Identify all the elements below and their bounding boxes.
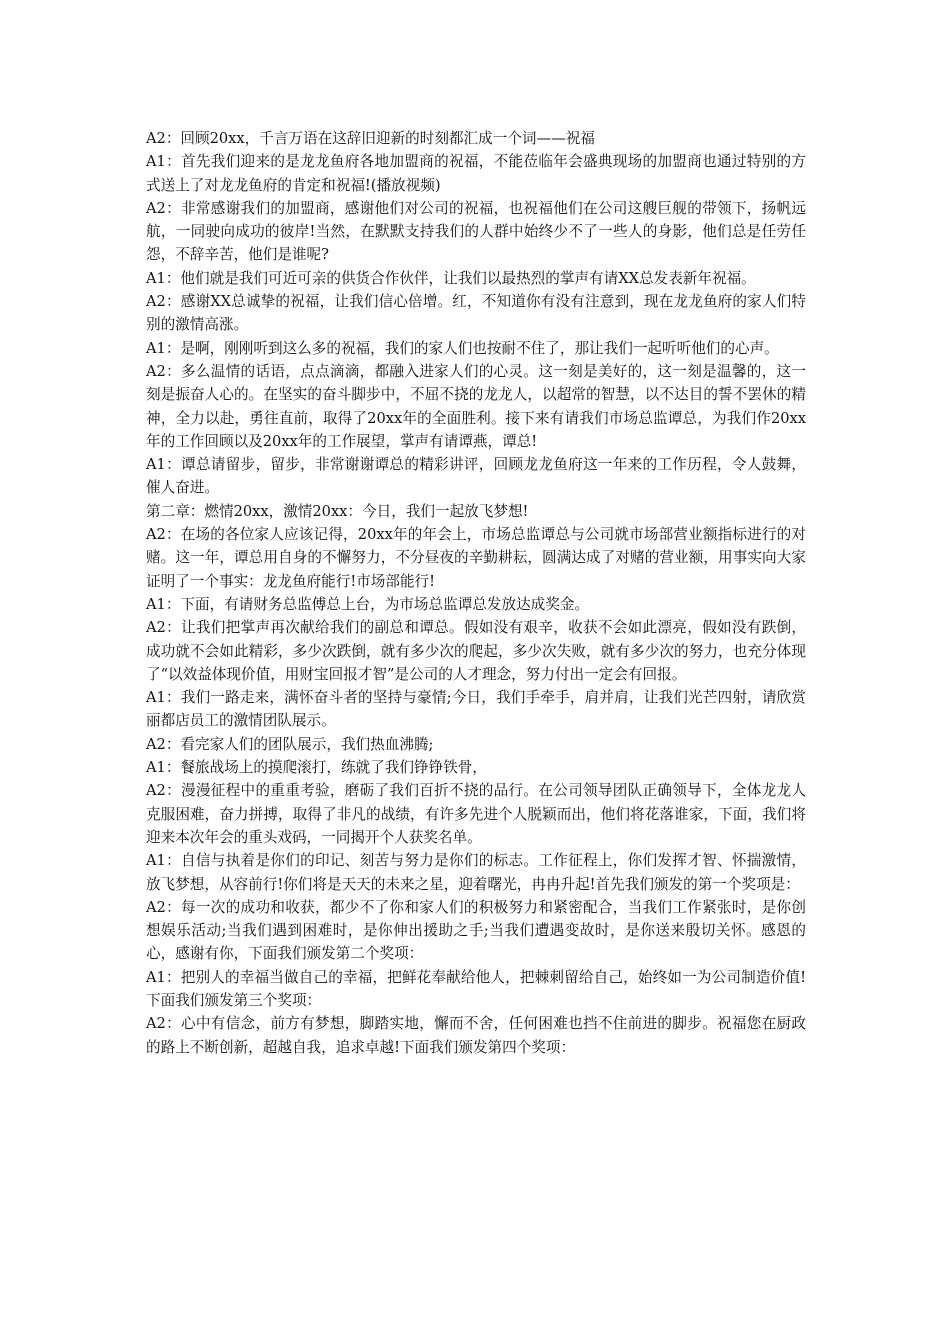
paragraph-1: A2：回顾20xx，千言万语在这辞旧迎新的时刻都汇成一个词——祝福 [146, 130, 595, 147]
paragraph-11: A1：下面，有请财务总监傅总上台，为市场总监谭总发放达成奖金。 [146, 595, 590, 613]
paragraph-3: A2：非常感谢我们的加盟商，感谢他们对公司的祝福，也祝福他们在公司这艘巨舰的带领下，扬帆远航，一同驶向成功的彼岸!当然，在默默支持我们的人群中始终少不了一些人的身影，他们总是任劳任怨，不辞辛苦，他们是谁呢? [146, 199, 806, 264]
chapter-heading: 第二章：燃情20xx，激情20xx：今日，我们一起放飞梦想! [146, 502, 529, 520]
paragraph-12: A2：让我们把掌声再次献给我们的副总和谭总。假如没有艰辛，收获不会如此漂亮，假如没有跌倒，成功就不会如此精彩，多少次跌倒，就有多少次的爬起，多少次失败，就有多少次的努力，也充分体现了“以效益体现价值，用财宝回报才智”是公司的人才理念，努力付出一定会有回报。 [146, 619, 806, 683]
paragraph-18: A2：每一次的成功和收获，都少不了你和家人们的积极努力和紧密配合，当我们工作紧张时，是你创想娱乐活动;当我们遇到困难时，是你伸出援助之手;当我们遭遇变故时，是你送来殷切关怀。感恩的心，感谢有你，下面我们颁发第二个奖项： [146, 898, 806, 963]
document-body [146, 127, 806, 1059]
paragraph-8: A1：谭总请留步，留步，非常谢谢谭总的精彩讲评，回顾龙龙鱼府这一年来的工作历程，令人鼓舞，催人奋进。 [146, 456, 806, 497]
paragraph-14: A2：看完家人们的团队展示，我们热血沸腾; [146, 735, 434, 753]
paragraph-10: A2：在场的各位家人应该记得，20xx年的年会上，市场总监谭总与公司就市场部营业额指标进行的对赌。这一年，谭总用自身的不懈努力，不分昼夜的辛勤耕耘，圆满达成了对赌的营业额，用事实向大家证明了一个事实：龙龙鱼府能行!市场部能行! [146, 526, 806, 590]
paragraph-4: A1：他们就是我们可近可亲的供货合作伙伴，让我们以最热烈的掌声有请XX总发表新年祝福。 [146, 269, 756, 287]
paragraph-2: A1：首先我们迎来的是龙龙鱼府各地加盟商的祝福，不能莅临年会盛典现场的加盟商也通过特别的方式送上了对龙龙鱼府的肯定和祝福!(播放视频) [146, 153, 806, 194]
paragraph-15: A1：餐旅战场上的摸爬滚打，练就了我们铮铮铁骨， [146, 759, 487, 777]
paragraph-5: A2：感谢XX总诚挚的祝福，让我们信心倍增。红，不知道你有没有注意到，现在龙龙鱼府的家人们特别的激情高涨。 [146, 293, 806, 334]
paragraph-19: A1：把别人的幸福当做自己的幸福，把鲜花奉献给他人，把棘刺留给自己，始终如一为公司制造价值!下面我们颁发第三个奖项： [146, 968, 806, 1009]
paragraph-7: A2：多么温情的话语，点点滴滴，都融入进家人们的心灵。这一刻是美好的，这一刻是温馨的，这一刻是振奋人心的。在坚实的奋斗脚步中，不屈不挠的龙龙人，以超常的智慧，以不达目的誓不罢休的精神，全力以赴，勇往直前，取得了20xx年的全面胜利。接下来有请我们市场总监谭总，为我们作20xx年的工作回顾以及20xx年的工作展望，掌声有请谭燕，谭总! [146, 362, 806, 450]
paragraph-13: A1：我们一路走来，满怀奋斗者的坚持与豪情;今日，我们手牵手，肩并肩，让我们光芒四射，请欣赏丽都店员工的激情团队展示。 [146, 689, 806, 730]
paragraph-20: A2：心中有信念，前方有梦想，脚踏实地，懈而不舍，任何困难也挡不住前进的脚步。祝福您在厨政的路上不断创新，超越自我，追求卓越!下面我们颁发第四个奖项： [146, 1015, 806, 1056]
paragraph-6: A1：是啊，刚刚听到这么多的祝福，我们的家人们也按耐不住了，那让我们一起听听他们的心声。 [146, 339, 779, 357]
paragraph-17: A1：自信与执着是你们的印记、刻苦与努力是你们的标志。工作征程上，你们发挥才智、怀揣激情，放飞梦想，从容前行!你们将是天天的未来之星，迎着曙光，冉冉升起!首先我们颁发的第一个奖项是： [146, 852, 806, 893]
paragraph-16: A2：漫漫征程中的重重考验，磨砺了我们百折不挠的品行。在公司领导团队正确领导下，全体龙龙人克服困难，奋力拼搏，取得了非凡的战绩，有许多先进个人脱颖而出，他们将花落谁家，下面，我们将迎来本次年会的重头戏码，一同揭开个人获奖名单。 [146, 782, 806, 846]
